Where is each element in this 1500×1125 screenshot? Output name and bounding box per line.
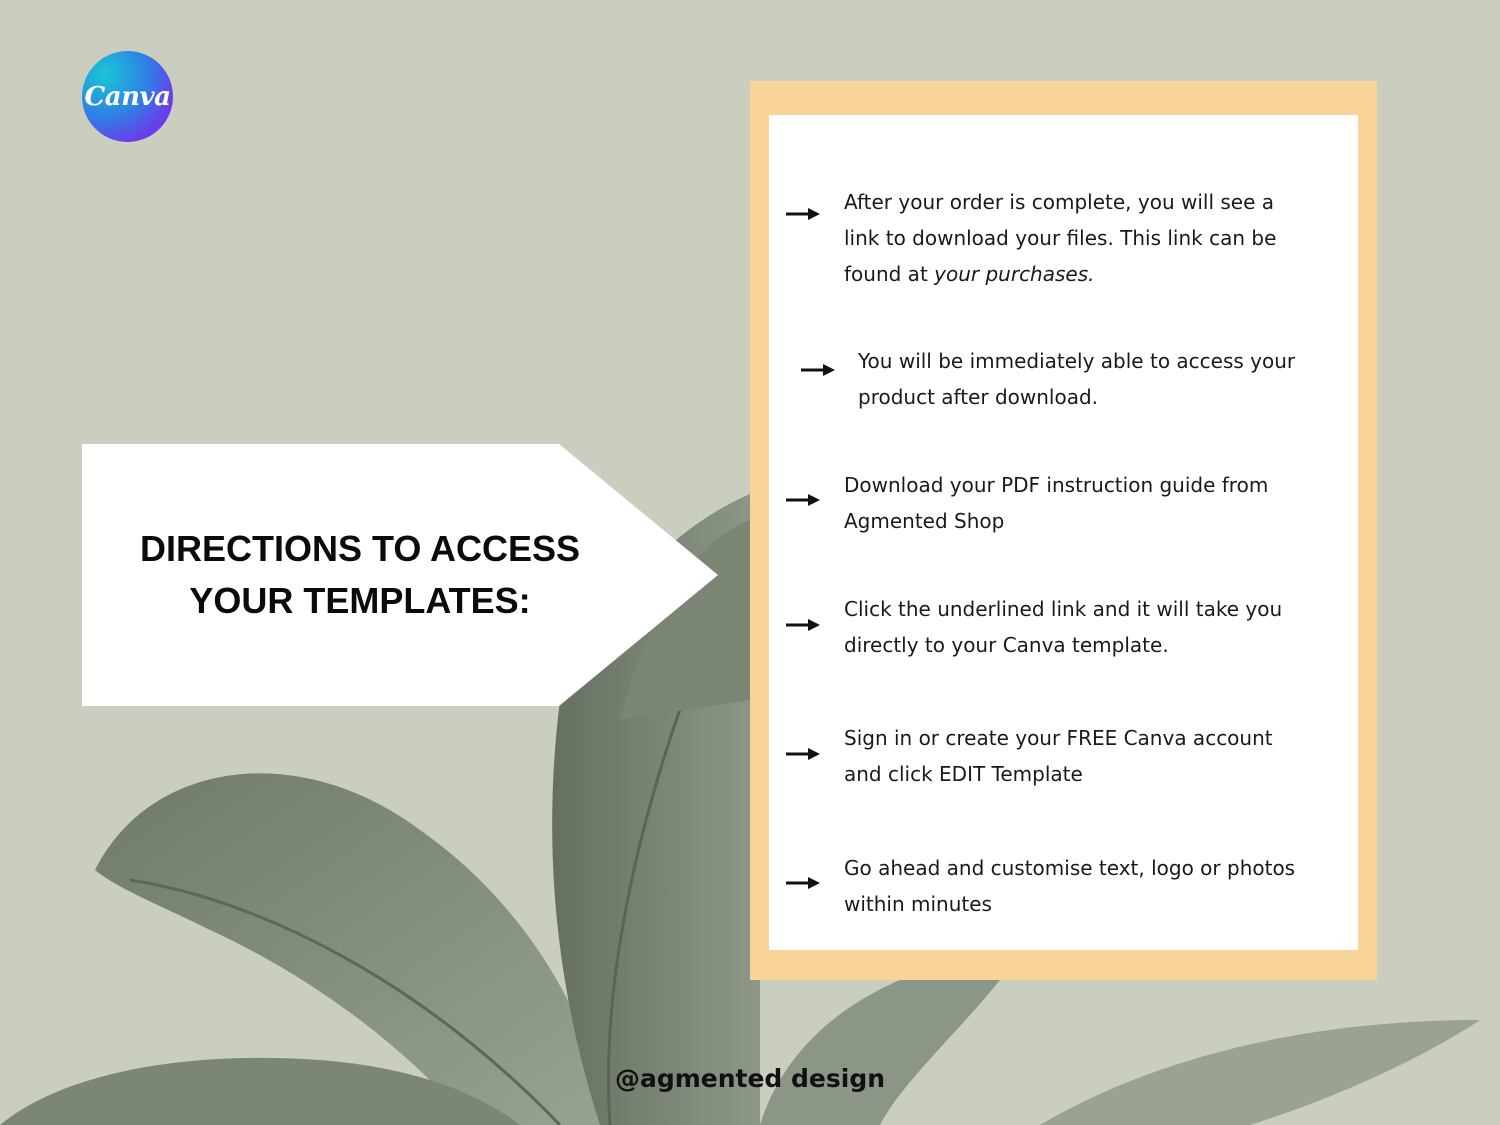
right-arrow-icon: [786, 618, 820, 632]
your-purchases-text: your purchases.: [934, 262, 1095, 286]
right-arrow-icon: [786, 493, 820, 507]
title-line-2: YOUR TEMPLATES:: [189, 580, 531, 621]
step-1-line-2: link to download your files. This link can be: [844, 226, 1277, 250]
step-2-line-1: You will be immediately able to access your: [858, 349, 1296, 373]
right-arrow-icon: [786, 747, 820, 761]
step-1-line-1: After your order is complete, you will see a: [844, 190, 1274, 214]
step-5-line-1: Sign in or create your FREE Canva account: [844, 726, 1273, 750]
step-2-line-2: product after download.: [858, 385, 1099, 409]
step-4-line-1: Click the underlined link and it will take you: [844, 597, 1283, 621]
right-arrow-icon: [786, 207, 820, 221]
canva-logo-text: Canva: [84, 81, 171, 112]
step-1-line-3: found at your purchases.: [844, 262, 1095, 286]
step-5-line-2: and click EDIT Template: [844, 762, 1083, 786]
headline-arrow-card: [82, 444, 718, 706]
step-6-line-1: Go ahead and customise text, logo or photos: [844, 856, 1296, 880]
step-4-line-2: directly to your Canva template.: [844, 633, 1169, 657]
title-line-1: DIRECTIONS TO ACCESS: [139, 528, 581, 569]
footer-handle: @agmented design: [614, 1064, 886, 1093]
step-3-line-2: Agmented Shop: [844, 509, 1005, 533]
page-title: [82, 444, 638, 706]
canva-logo: [82, 51, 173, 142]
right-arrow-icon: [801, 363, 835, 377]
right-arrow-icon: [786, 876, 820, 890]
step-6-line-2: within minutes: [844, 892, 992, 916]
step-3-line-1: Download your PDF instruction guide from: [844, 473, 1269, 497]
